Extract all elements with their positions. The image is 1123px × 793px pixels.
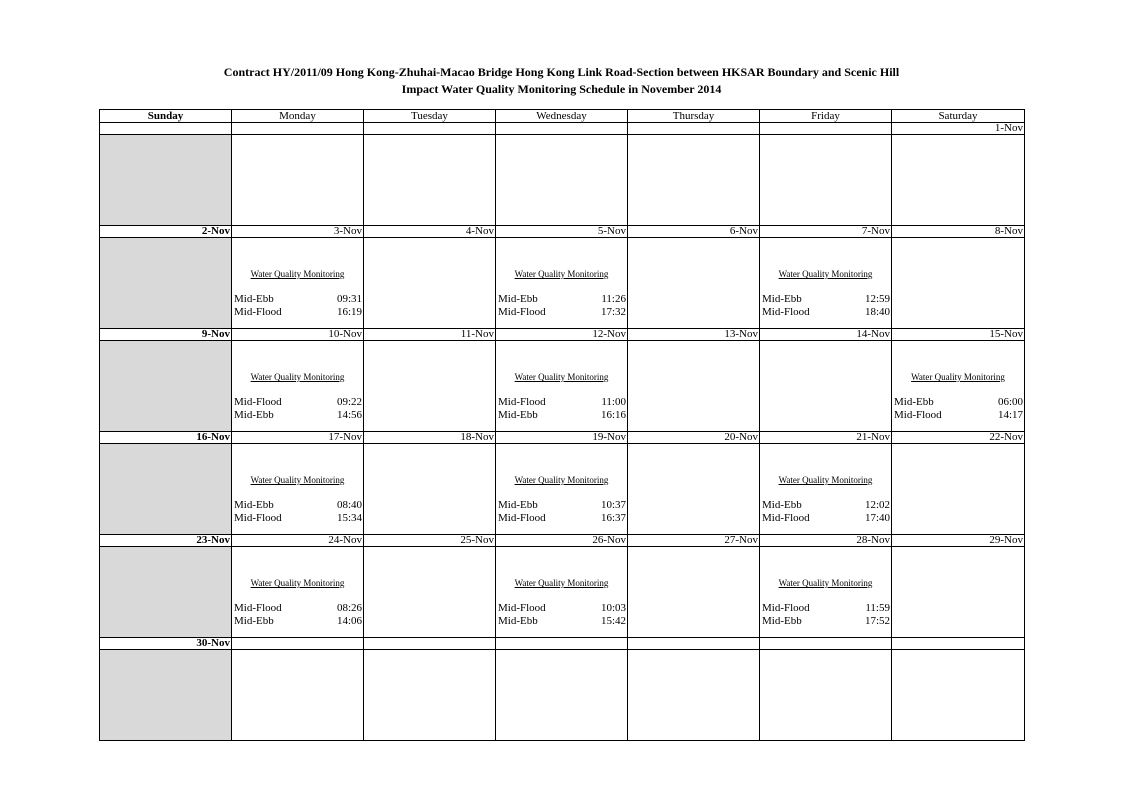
tide-label: Mid-Flood [234, 306, 282, 318]
tide-time: 12:59 [864, 293, 890, 305]
day-cell [364, 444, 496, 535]
tide-time: 09:22 [336, 396, 362, 408]
weekday-header-saturday: Saturday [892, 110, 1025, 123]
date-label [626, 638, 627, 650]
date-cell [232, 535, 364, 547]
event-title: Water Quality Monitoring [514, 372, 609, 382]
week-date-row [100, 432, 1025, 444]
tide-label: Mid-Ebb [234, 409, 274, 421]
date-label: 13-Nov [724, 328, 758, 340]
tide-row [234, 499, 362, 512]
date-cell [100, 432, 232, 444]
date-cell [232, 226, 364, 238]
day-cell [100, 650, 232, 741]
day-cell [100, 547, 232, 638]
date-label: 22-Nov [989, 431, 1023, 443]
day-cell [760, 547, 892, 638]
tide-time: 09:31 [336, 293, 362, 305]
tide-label: Mid-Flood [234, 512, 282, 524]
date-label: 2-Nov [201, 225, 230, 237]
date-cell [892, 432, 1025, 444]
tide-time: 14:56 [336, 409, 362, 421]
day-cell [496, 135, 628, 226]
day-cell [760, 238, 892, 329]
tide-time: 17:40 [864, 512, 890, 524]
tide-time: 11:00 [601, 396, 626, 408]
date-cell [364, 123, 496, 135]
week-body-row [100, 444, 1025, 535]
date-cell [892, 329, 1025, 341]
tide-time: 16:16 [600, 409, 626, 421]
date-label [890, 123, 891, 135]
date-cell [628, 432, 760, 444]
date-cell [760, 123, 892, 135]
tide-row [234, 293, 362, 306]
monitoring-event [232, 547, 363, 637]
date-label: 14-Nov [856, 328, 890, 340]
event-title: Water Quality Monitoring [778, 475, 873, 485]
date-label: 15-Nov [989, 328, 1023, 340]
date-cell [364, 638, 496, 650]
date-label [626, 123, 627, 135]
tide-row [234, 409, 362, 422]
tide-time: 16:37 [600, 512, 626, 524]
tide-time: 17:32 [600, 306, 626, 318]
weekday-header-sunday: Sunday [100, 110, 232, 123]
day-cell [100, 444, 232, 535]
event-title: Water Quality Monitoring [250, 372, 345, 382]
date-label [758, 638, 759, 650]
day-cell [232, 238, 364, 329]
day-cell [364, 547, 496, 638]
date-label: 4-Nov [465, 225, 494, 237]
tide-label: Mid-Ebb [234, 615, 274, 627]
date-cell [760, 226, 892, 238]
tide-label: Mid-Ebb [234, 499, 274, 511]
week-date-row [100, 226, 1025, 238]
date-label [494, 638, 495, 650]
day-cell [364, 341, 496, 432]
weekday-header-wednesday: Wednesday [496, 110, 628, 123]
tide-time: 17:52 [864, 615, 890, 627]
tide-time: 11:59 [865, 602, 890, 614]
tide-row [498, 512, 626, 525]
date-cell [100, 123, 232, 135]
date-cell [496, 638, 628, 650]
date-cell [760, 329, 892, 341]
date-cell [232, 432, 364, 444]
day-cell [892, 547, 1025, 638]
day-cell [364, 650, 496, 741]
day-cell [628, 444, 760, 535]
day-cell [496, 238, 628, 329]
event-title: Water Quality Monitoring [514, 475, 609, 485]
document-title: Contract HY/2011/09 Hong Kong-Zhuhai-Macao Bridge Hong Kong Link Road-Section between HKSAR Boundary and Scenic Hill [223, 65, 900, 79]
date-label [890, 638, 891, 650]
date-cell [364, 432, 496, 444]
date-label: 16-Nov [196, 431, 230, 443]
week-body-row [100, 547, 1025, 638]
date-cell [496, 226, 628, 238]
date-label: 6-Nov [729, 225, 758, 237]
day-cell [100, 341, 232, 432]
week-date-row [100, 535, 1025, 547]
tide-row [762, 306, 890, 319]
date-label: 9-Nov [201, 328, 230, 340]
event-title: Water Quality Monitoring [911, 372, 1005, 382]
day-cell [760, 444, 892, 535]
tide-label: Mid-Flood [498, 306, 546, 318]
tide-row [498, 293, 626, 306]
tide-row [498, 396, 626, 409]
tide-label: Mid-Flood [234, 396, 282, 408]
day-cell [892, 135, 1025, 226]
tide-label: Mid-Ebb [762, 499, 802, 511]
day-cell [232, 341, 364, 432]
monitoring-event [232, 444, 363, 534]
tide-row [234, 512, 362, 525]
date-label: 10-Nov [328, 328, 362, 340]
day-cell [892, 238, 1025, 329]
tide-time: 11:26 [601, 293, 626, 305]
event-title: Water Quality Monitoring [778, 578, 873, 588]
day-cell [760, 135, 892, 226]
date-label: 17-Nov [328, 431, 362, 443]
date-cell [892, 123, 1025, 135]
date-label: 28-Nov [856, 534, 890, 546]
day-cell [628, 547, 760, 638]
tide-row [234, 602, 362, 615]
day-cell [760, 341, 892, 432]
tide-time: 18:40 [864, 306, 890, 318]
date-cell [892, 226, 1025, 238]
tide-row [894, 409, 1023, 422]
date-label: 30-Nov [196, 637, 230, 649]
date-label: 3-Nov [333, 225, 362, 237]
tide-row [498, 615, 626, 628]
date-label: 23-Nov [196, 534, 230, 546]
date-cell [628, 123, 760, 135]
week-body-row [100, 341, 1025, 432]
date-cell [760, 535, 892, 547]
date-label: 8-Nov [994, 225, 1023, 237]
monitoring-event [496, 444, 627, 534]
tide-row [234, 396, 362, 409]
date-cell [100, 638, 232, 650]
event-title: Water Quality Monitoring [250, 578, 345, 588]
weekday-header-friday: Friday [760, 110, 892, 123]
calendar-table [99, 109, 1025, 741]
event-title: Water Quality Monitoring [514, 578, 609, 588]
tide-label: Mid-Ebb [498, 293, 538, 305]
tide-label: Mid-Flood [498, 396, 546, 408]
tide-row [762, 499, 890, 512]
day-cell [892, 341, 1025, 432]
day-cell [892, 444, 1025, 535]
monitoring-event [232, 341, 363, 431]
day-cell [364, 135, 496, 226]
date-cell [364, 226, 496, 238]
tide-label: Mid-Flood [498, 512, 546, 524]
tide-label: Mid-Flood [762, 306, 810, 318]
tide-row [234, 306, 362, 319]
date-label: 11-Nov [460, 328, 494, 340]
day-cell [496, 341, 628, 432]
tide-row [498, 306, 626, 319]
date-label: 29-Nov [989, 534, 1023, 546]
event-title: Water Quality Monitoring [250, 475, 345, 485]
week-body-row [100, 650, 1025, 741]
tide-row [234, 615, 362, 628]
day-cell [628, 238, 760, 329]
tide-time: 15:42 [600, 615, 626, 627]
tide-row [498, 602, 626, 615]
monitoring-event [496, 238, 627, 328]
day-cell [628, 135, 760, 226]
tide-label: Mid-Ebb [498, 499, 538, 511]
date-label: 27-Nov [724, 534, 758, 546]
day-cell [232, 547, 364, 638]
date-cell [100, 226, 232, 238]
date-cell [760, 432, 892, 444]
tide-row [894, 396, 1023, 409]
event-title: Water Quality Monitoring [250, 269, 345, 279]
date-label [230, 123, 231, 135]
tide-row [762, 512, 890, 525]
tide-label: Mid-Ebb [894, 396, 934, 408]
tide-label: Mid-Flood [234, 602, 282, 614]
day-cell [760, 650, 892, 741]
date-cell [100, 535, 232, 547]
week-date-row [100, 638, 1025, 650]
weekday-header-tuesday: Tuesday [364, 110, 496, 123]
monitoring-event [892, 341, 1024, 431]
tide-label: Mid-Ebb [498, 409, 538, 421]
weekday-header-monday: Monday [232, 110, 364, 123]
tide-time: 08:40 [336, 499, 362, 511]
date-cell [364, 535, 496, 547]
tide-time: 10:03 [600, 602, 626, 614]
date-label: 26-Nov [592, 534, 626, 546]
day-cell [364, 238, 496, 329]
date-label: 20-Nov [724, 431, 758, 443]
date-cell [232, 329, 364, 341]
date-cell [364, 329, 496, 341]
date-label: 12-Nov [592, 328, 626, 340]
tide-row [498, 499, 626, 512]
tide-label: Mid-Ebb [762, 293, 802, 305]
date-label: 7-Nov [861, 225, 890, 237]
week-date-row [100, 123, 1025, 135]
tide-label: Mid-Ebb [762, 615, 802, 627]
date-label: 21-Nov [856, 431, 890, 443]
tide-row [762, 293, 890, 306]
week-date-row [100, 329, 1025, 341]
tide-time: 14:17 [997, 409, 1023, 421]
date-label [362, 638, 363, 650]
date-cell [628, 329, 760, 341]
date-cell [496, 329, 628, 341]
day-cell [628, 650, 760, 741]
monitoring-event [760, 444, 891, 534]
week-body-row [100, 238, 1025, 329]
tide-row [762, 602, 890, 615]
date-label: 19-Nov [592, 431, 626, 443]
tide-time: 10:37 [600, 499, 626, 511]
event-title: Water Quality Monitoring [778, 269, 873, 279]
monitoring-event [760, 547, 891, 637]
date-cell [232, 123, 364, 135]
date-label: 25-Nov [460, 534, 494, 546]
tide-time: 06:00 [997, 396, 1023, 408]
tide-time: 14:06 [336, 615, 362, 627]
date-cell [628, 535, 760, 547]
tide-time: 16:19 [336, 306, 362, 318]
date-label [494, 123, 495, 135]
tide-label: Mid-Flood [894, 409, 942, 421]
day-cell [100, 135, 232, 226]
date-label: 18-Nov [460, 431, 494, 443]
day-cell [496, 444, 628, 535]
tide-label: Mid-Flood [762, 512, 810, 524]
monitoring-event [496, 341, 627, 431]
day-cell [100, 238, 232, 329]
day-cell [232, 444, 364, 535]
date-cell [760, 638, 892, 650]
date-cell [628, 226, 760, 238]
date-cell [100, 329, 232, 341]
tide-label: Mid-Flood [762, 602, 810, 614]
weekday-header-thursday: Thursday [628, 110, 760, 123]
document-subtitle: Impact Water Quality Monitoring Schedule in November 2014 [401, 82, 722, 96]
date-cell [892, 535, 1025, 547]
event-title: Water Quality Monitoring [514, 269, 609, 279]
date-label: 1-Nov [994, 122, 1023, 134]
tide-time: 12:02 [864, 499, 890, 511]
weekday-header-row [100, 110, 1025, 123]
tide-label: Mid-Ebb [234, 293, 274, 305]
date-cell [232, 638, 364, 650]
date-cell [892, 638, 1025, 650]
day-cell [628, 341, 760, 432]
tide-time: 08:26 [336, 602, 362, 614]
date-cell [628, 638, 760, 650]
monitoring-event [232, 238, 363, 328]
date-label: 5-Nov [597, 225, 626, 237]
monitoring-event [760, 238, 891, 328]
day-cell [496, 650, 628, 741]
date-label [758, 123, 759, 135]
date-cell [496, 432, 628, 444]
day-cell [892, 650, 1025, 741]
day-cell [232, 650, 364, 741]
tide-row [498, 409, 626, 422]
date-cell [496, 535, 628, 547]
date-label [1023, 638, 1024, 650]
date-cell [496, 123, 628, 135]
tide-label: Mid-Flood [498, 602, 546, 614]
day-cell [496, 547, 628, 638]
tide-row [762, 615, 890, 628]
date-label: 24-Nov [328, 534, 362, 546]
day-cell [232, 135, 364, 226]
date-label [362, 123, 363, 135]
tide-label: Mid-Ebb [498, 615, 538, 627]
monitoring-event [496, 547, 627, 637]
tide-time: 15:34 [336, 512, 362, 524]
week-body-row [100, 135, 1025, 226]
